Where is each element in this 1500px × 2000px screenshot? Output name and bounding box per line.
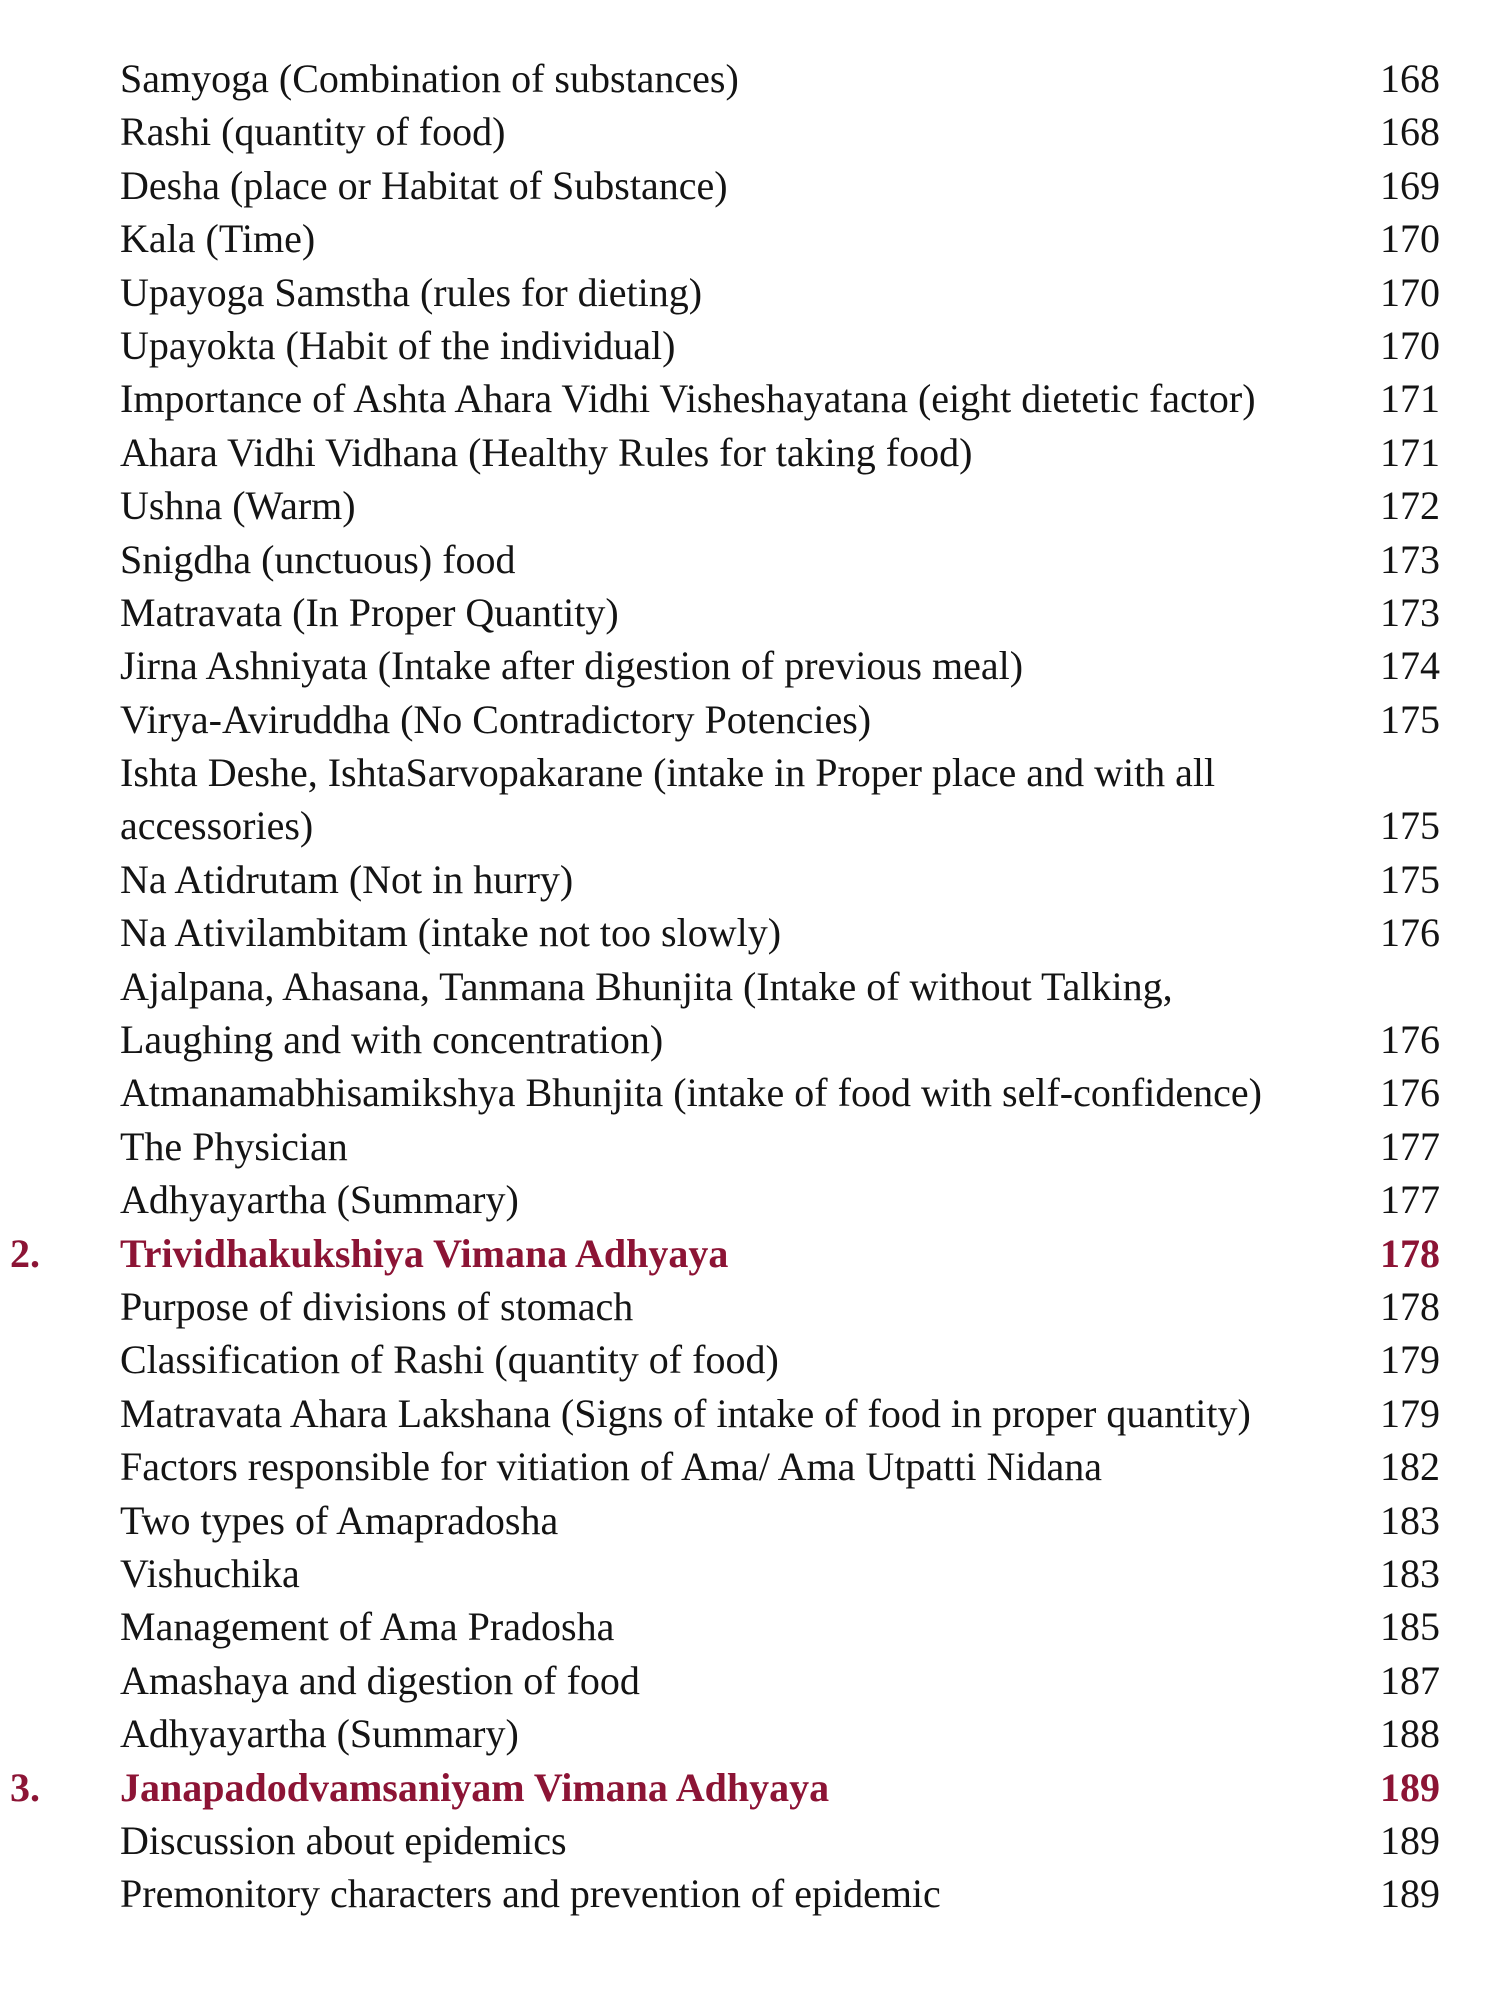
entry-page-number: 175	[1380, 803, 1440, 849]
toc-entry	[0, 319, 1500, 372]
entry-title: Ajalpana, Ahasana, Tanmana Bhunjita (Intake of without Talking, Laughing and with concentration)	[120, 963, 1173, 1063]
toc-entry	[0, 372, 1500, 425]
entry-page-number: 177	[1380, 1177, 1440, 1223]
toc-entry	[0, 906, 1500, 959]
toc-entry	[0, 105, 1500, 158]
toc-entry	[0, 1814, 1500, 1867]
toc-entry	[0, 1867, 1500, 1920]
entry-title: Matravata (In Proper Quantity)	[120, 589, 619, 635]
entry-title: Kala (Time)	[120, 216, 316, 262]
entry-title: Na Atidrutam (Not in hurry)	[120, 856, 574, 902]
entry-page-number: 169	[1380, 162, 1440, 208]
entry-title: Snigdha (unctuous) food	[120, 536, 516, 582]
toc-entry	[0, 533, 1500, 586]
entry-page-number: 170	[1380, 216, 1440, 262]
toc-entry	[0, 586, 1500, 639]
toc-entry	[0, 853, 1500, 906]
entry-page-number: 176	[1380, 910, 1440, 956]
entry-title: Vishuchika	[120, 1550, 300, 1596]
toc-entry	[0, 479, 1500, 532]
chapter-number: 3.	[10, 1764, 40, 1810]
toc-entry	[0, 1547, 1500, 1600]
toc-entry	[0, 426, 1500, 479]
toc-entry	[0, 1494, 1500, 1547]
entry-page-number: 182	[1380, 1444, 1440, 1490]
entry-title: Adhyayartha (Summary)	[120, 1177, 519, 1223]
entry-title: Desha (place or Habitat of Substance)	[120, 162, 728, 208]
toc-entry	[0, 1440, 1500, 1493]
entry-page-number: 170	[1380, 269, 1440, 315]
entry-title: Importance of Ashta Ahara Vidhi Visheshayatana (eight dietetic factor)	[120, 376, 1256, 422]
toc-entry	[0, 1280, 1500, 1333]
entry-title: The Physician	[120, 1123, 348, 1169]
chapter-number: 2.	[10, 1230, 40, 1276]
entry-page-number: 168	[1380, 55, 1440, 101]
entry-title: Jirna Ashniyata (Intake after digestion of previous meal)	[120, 643, 1024, 689]
entry-page-number: 183	[1380, 1550, 1440, 1596]
toc-entry	[0, 266, 1500, 319]
entry-page-number: 187	[1380, 1657, 1440, 1703]
entry-title: Premonitory characters and prevention of epidemic	[120, 1871, 941, 1917]
toc-entry	[0, 1707, 1500, 1760]
entry-title: Matravata Ahara Lakshana (Signs of intake of food in proper quantity)	[120, 1390, 1251, 1436]
toc-entry	[0, 1333, 1500, 1386]
toc-entry	[0, 960, 1500, 1067]
chapter-title: Janapadodvamsaniyam Vimana Adhyaya	[120, 1764, 830, 1810]
entry-page-number: 179	[1380, 1337, 1440, 1383]
entry-page-number: 178	[1380, 1284, 1440, 1329]
entry-page-number: 170	[1380, 322, 1440, 368]
entry-title: Upayokta (Habit of the individual)	[120, 322, 676, 368]
entry-page-number: 168	[1380, 109, 1440, 155]
entry-title: Samyoga (Combination of substances)	[120, 56, 739, 101]
toc-entry	[0, 639, 1500, 692]
toc-entry	[0, 1387, 1500, 1440]
entry-title: Discussion about epidemics	[120, 1817, 567, 1863]
entry-page-number: 171	[1380, 376, 1440, 422]
chapter-heading	[0, 1227, 1500, 1280]
toc-entry	[0, 1600, 1500, 1653]
entry-page-number: 175	[1380, 696, 1440, 742]
entry-page-number: 177	[1380, 1123, 1440, 1169]
entry-title: Amashaya and digestion of food	[120, 1657, 640, 1703]
entry-page-number: 189	[1380, 1871, 1440, 1917]
entry-page-number: 185	[1380, 1604, 1440, 1650]
entry-page-number: 174	[1380, 643, 1440, 689]
entry-title: Rashi (quantity of food)	[120, 109, 506, 155]
entry-title: Factors responsible for vitiation of Ama/ Ama Utpatti Nidana	[120, 1444, 1103, 1490]
toc-entry	[0, 1120, 1500, 1173]
entry-page-number: 173	[1380, 589, 1440, 635]
entry-title: Purpose of divisions of stomach	[120, 1284, 634, 1330]
entry-page-number: 189	[1380, 1817, 1440, 1863]
entry-page-number: 173	[1380, 536, 1440, 582]
entry-title: Adhyayartha (Summary)	[120, 1711, 519, 1757]
entry-title: Atmanamabhisamikshya Bhunjita (intake of food with self-confidence)	[120, 1070, 1262, 1116]
entry-title: Ahara Vidhi Vidhana (Healthy Rules for taking food)	[120, 429, 973, 475]
entry-page-number: 176	[1380, 1070, 1440, 1116]
entry-title: Upayoga Samstha (rules for dieting)	[120, 269, 703, 315]
entry-title: Ushna (Warm)	[120, 483, 356, 529]
entry-page-number: 176	[1380, 1017, 1440, 1063]
toc-entry	[0, 1066, 1500, 1119]
entry-title: Virya-Aviruddha (No Contradictory Potencies)	[120, 696, 872, 742]
toc-entry	[0, 212, 1500, 265]
entry-title: Classification of Rashi (quantity of food)	[120, 1337, 779, 1383]
entry-page-number: 172	[1380, 483, 1440, 529]
chapter-page-number: 189	[1380, 1764, 1440, 1810]
entry-page-number: 188	[1380, 1711, 1440, 1757]
entry-title: Ishta Deshe, IshtaSarvopakarane (intake in Proper place and with all accessories)	[120, 750, 1216, 849]
entry-title: Na Ativilambitam (intake not too slowly)	[120, 910, 782, 956]
entry-page-number: 183	[1380, 1497, 1440, 1543]
toc-entry	[0, 52, 1500, 105]
toc-entry	[0, 159, 1500, 212]
entry-page-number: 171	[1380, 429, 1440, 475]
toc-entry	[0, 746, 1500, 853]
chapter-heading	[0, 1761, 1500, 1814]
table-of-contents	[0, 52, 1500, 1921]
entry-page-number: 175	[1380, 856, 1440, 902]
toc-entry	[0, 693, 1500, 746]
chapter-page-number: 178	[1380, 1230, 1440, 1276]
entry-title: Two types of Amapradosha	[120, 1497, 559, 1543]
entry-page-number: 179	[1380, 1390, 1440, 1436]
chapter-title: Trividhakukshiya Vimana Adhyaya	[120, 1230, 729, 1276]
toc-entry	[0, 1173, 1500, 1226]
entry-title: Management of Ama Pradosha	[120, 1604, 615, 1650]
toc-entry	[0, 1654, 1500, 1707]
